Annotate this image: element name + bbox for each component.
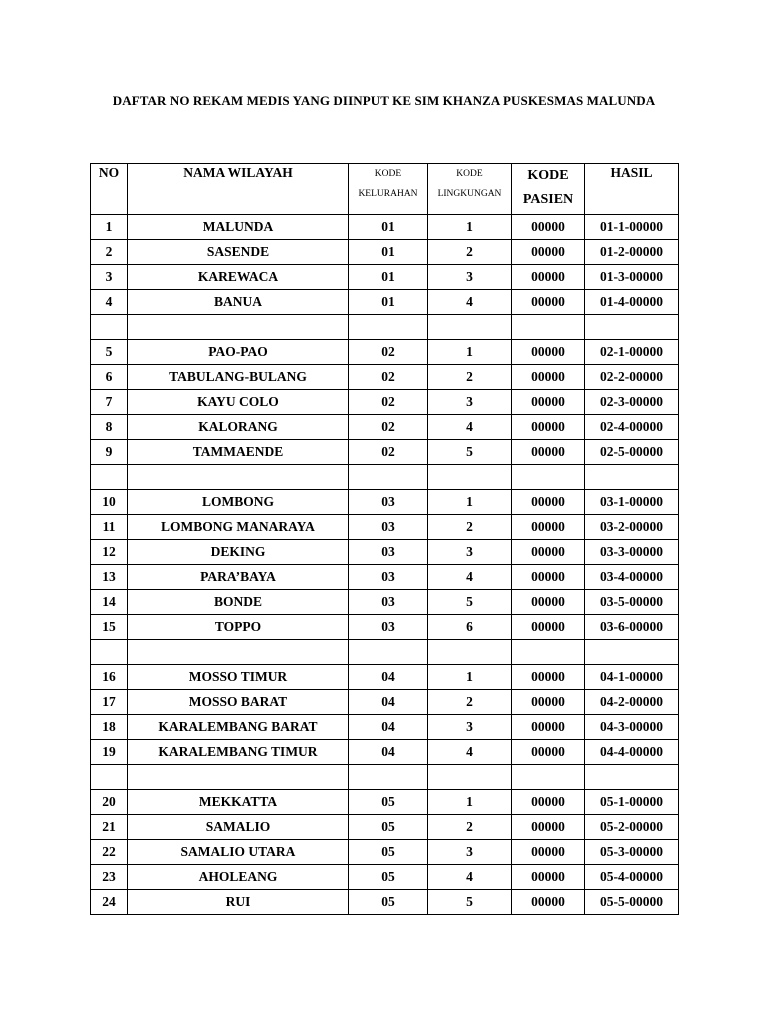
empty-cell (428, 640, 512, 665)
cell-hasil: 05-1-00000 (585, 790, 679, 815)
header-kode-pasien-line1: KODE (527, 168, 569, 183)
cell-kode-pasien: 00000 (512, 415, 585, 440)
header-no: NO (91, 164, 128, 215)
cell-kode-lingkungan: 1 (428, 490, 512, 515)
cell-kode-lingkungan: 5 (428, 890, 512, 915)
cell-no: 23 (91, 865, 128, 890)
empty-cell (128, 765, 349, 790)
cell-hasil: 02-5-00000 (585, 440, 679, 465)
cell-nama-wilayah: PARA’BAYA (128, 565, 349, 590)
cell-hasil: 01-2-00000 (585, 240, 679, 265)
header-kode-lingkungan-line2: LINGKUNGAN (437, 189, 502, 199)
group-separator-row (91, 765, 679, 790)
cell-kode-pasien: 00000 (512, 265, 585, 290)
table-row (91, 890, 679, 915)
table-row (91, 615, 679, 640)
cell-hasil: 03-6-00000 (585, 615, 679, 640)
cell-nama-wilayah: RUI (128, 890, 349, 915)
table-row (91, 590, 679, 615)
cell-nama-wilayah: BANUA (128, 290, 349, 315)
cell-hasil: 03-3-00000 (585, 540, 679, 565)
cell-hasil: 01-3-00000 (585, 265, 679, 290)
table-row (91, 540, 679, 565)
empty-cell (512, 640, 585, 665)
cell-kode-kelurahan: 05 (349, 840, 428, 865)
cell-kode-kelurahan: 02 (349, 340, 428, 365)
table-row (91, 715, 679, 740)
cell-hasil: 04-3-00000 (585, 715, 679, 740)
table-row (91, 215, 679, 240)
cell-kode-kelurahan: 03 (349, 590, 428, 615)
cell-no: 19 (91, 740, 128, 765)
empty-cell (128, 640, 349, 665)
cell-kode-lingkungan: 1 (428, 215, 512, 240)
header-kode-lingkungan-line1: KODE (456, 169, 483, 179)
cell-kode-lingkungan: 3 (428, 540, 512, 565)
empty-cell (512, 765, 585, 790)
header-hasil: HASIL (585, 164, 679, 215)
cell-kode-lingkungan: 3 (428, 715, 512, 740)
cell-hasil: 04-2-00000 (585, 690, 679, 715)
table-row (91, 515, 679, 540)
cell-kode-lingkungan: 6 (428, 615, 512, 640)
cell-nama-wilayah: MEKKATTA (128, 790, 349, 815)
cell-kode-lingkungan: 3 (428, 390, 512, 415)
cell-no: 17 (91, 690, 128, 715)
group-separator-row (91, 465, 679, 490)
cell-no: 14 (91, 590, 128, 615)
cell-kode-kelurahan: 01 (349, 290, 428, 315)
cell-kode-kelurahan: 04 (349, 715, 428, 740)
cell-kode-lingkungan: 2 (428, 515, 512, 540)
cell-nama-wilayah: BONDE (128, 590, 349, 615)
cell-kode-kelurahan: 03 (349, 515, 428, 540)
cell-nama-wilayah: AHOLEANG (128, 865, 349, 890)
cell-no: 13 (91, 565, 128, 590)
cell-kode-kelurahan: 03 (349, 615, 428, 640)
cell-hasil: 05-3-00000 (585, 840, 679, 865)
cell-nama-wilayah: MALUNDA (128, 215, 349, 240)
cell-kode-lingkungan: 4 (428, 415, 512, 440)
cell-kode-kelurahan: 04 (349, 665, 428, 690)
cell-kode-kelurahan: 05 (349, 865, 428, 890)
cell-no: 24 (91, 890, 128, 915)
cell-hasil: 03-2-00000 (585, 515, 679, 540)
empty-cell (585, 640, 679, 665)
empty-cell (512, 465, 585, 490)
table-row (91, 690, 679, 715)
cell-kode-lingkungan: 2 (428, 815, 512, 840)
cell-hasil: 03-1-00000 (585, 490, 679, 515)
cell-kode-kelurahan: 01 (349, 265, 428, 290)
cell-hasil: 01-4-00000 (585, 290, 679, 315)
empty-cell (428, 765, 512, 790)
document-title: DAFTAR NO REKAM MEDIS YANG DIINPUT KE SIM KHANZA PUSKESMAS MALUNDA (112, 93, 656, 108)
cell-kode-lingkungan: 2 (428, 365, 512, 390)
cell-kode-pasien: 00000 (512, 515, 585, 540)
empty-cell (349, 315, 428, 340)
cell-kode-lingkungan: 1 (428, 665, 512, 690)
empty-cell (585, 315, 679, 340)
cell-hasil: 01-1-00000 (585, 215, 679, 240)
cell-nama-wilayah: KARALEMBANG BARAT (128, 715, 349, 740)
cell-kode-pasien: 00000 (512, 890, 585, 915)
table-row (91, 840, 679, 865)
table-row (91, 865, 679, 890)
cell-hasil: 05-2-00000 (585, 815, 679, 840)
cell-kode-lingkungan: 2 (428, 690, 512, 715)
cell-no: 22 (91, 840, 128, 865)
header-kode-kelurahan-line1: KODE (374, 169, 402, 179)
cell-kode-lingkungan: 5 (428, 440, 512, 465)
cell-kode-pasien: 00000 (512, 440, 585, 465)
table-row (91, 740, 679, 765)
table-row (91, 665, 679, 690)
cell-kode-pasien: 00000 (512, 365, 585, 390)
empty-cell (428, 315, 512, 340)
empty-cell (585, 765, 679, 790)
empty-cell (91, 640, 128, 665)
empty-cell (349, 765, 428, 790)
cell-kode-pasien: 00000 (512, 865, 585, 890)
table-row (91, 240, 679, 265)
cell-no: 2 (91, 240, 128, 265)
cell-hasil: 05-5-00000 (585, 890, 679, 915)
cell-kode-kelurahan: 04 (349, 740, 428, 765)
cell-kode-lingkungan: 1 (428, 340, 512, 365)
cell-kode-lingkungan: 3 (428, 840, 512, 865)
cell-kode-kelurahan: 05 (349, 790, 428, 815)
cell-nama-wilayah: TOPPO (128, 615, 349, 640)
cell-no: 10 (91, 490, 128, 515)
cell-kode-kelurahan: 02 (349, 390, 428, 415)
header-kode-kelurahan (349, 164, 428, 215)
cell-nama-wilayah: KAREWACA (128, 265, 349, 290)
table-row (91, 490, 679, 515)
cell-nama-wilayah: MOSSO BARAT (128, 690, 349, 715)
table-row (91, 390, 679, 415)
cell-kode-pasien: 00000 (512, 490, 585, 515)
cell-nama-wilayah: TAMMAENDE (128, 440, 349, 465)
table-header-row (91, 164, 679, 215)
table-row (91, 565, 679, 590)
table-row (91, 440, 679, 465)
cell-hasil: 03-5-00000 (585, 590, 679, 615)
medical-record-table (90, 163, 679, 915)
cell-kode-pasien: 00000 (512, 290, 585, 315)
table-body (91, 215, 679, 915)
cell-kode-kelurahan: 02 (349, 415, 428, 440)
cell-hasil: 02-4-00000 (585, 415, 679, 440)
cell-kode-lingkungan: 4 (428, 290, 512, 315)
cell-no: 3 (91, 265, 128, 290)
cell-no: 5 (91, 340, 128, 365)
header-nama-wilayah: NAMA WILAYAH (128, 164, 349, 215)
empty-cell (428, 465, 512, 490)
cell-kode-pasien: 00000 (512, 340, 585, 365)
cell-kode-kelurahan: 03 (349, 540, 428, 565)
cell-hasil: 04-4-00000 (585, 740, 679, 765)
cell-hasil: 03-4-00000 (585, 565, 679, 590)
header-kode-pasien (512, 164, 585, 215)
cell-no: 18 (91, 715, 128, 740)
cell-kode-pasien: 00000 (512, 215, 585, 240)
cell-hasil: 04-1-00000 (585, 665, 679, 690)
table-row (91, 290, 679, 315)
header-kode-kelurahan-line2: KELURAHAN (358, 189, 418, 199)
cell-no: 4 (91, 290, 128, 315)
cell-no: 1 (91, 215, 128, 240)
cell-nama-wilayah: KALORANG (128, 415, 349, 440)
cell-kode-lingkungan: 3 (428, 265, 512, 290)
cell-kode-lingkungan: 1 (428, 790, 512, 815)
cell-no: 6 (91, 365, 128, 390)
cell-kode-kelurahan: 02 (349, 440, 428, 465)
cell-nama-wilayah: LOMBONG MANARAYA (128, 515, 349, 540)
cell-kode-pasien: 00000 (512, 540, 585, 565)
header-kode-lingkungan (428, 164, 512, 215)
table-row (91, 340, 679, 365)
cell-nama-wilayah: LOMBONG (128, 490, 349, 515)
empty-cell (585, 465, 679, 490)
cell-hasil: 02-3-00000 (585, 390, 679, 415)
cell-no: 9 (91, 440, 128, 465)
cell-no: 15 (91, 615, 128, 640)
cell-nama-wilayah: SAMALIO (128, 815, 349, 840)
cell-kode-pasien: 00000 (512, 790, 585, 815)
cell-kode-pasien: 00000 (512, 565, 585, 590)
cell-kode-pasien: 00000 (512, 840, 585, 865)
cell-kode-kelurahan: 04 (349, 690, 428, 715)
cell-no: 16 (91, 665, 128, 690)
cell-nama-wilayah: KARALEMBANG TIMUR (128, 740, 349, 765)
cell-nama-wilayah: SASENDE (128, 240, 349, 265)
cell-kode-lingkungan: 4 (428, 740, 512, 765)
cell-hasil: 02-1-00000 (585, 340, 679, 365)
empty-cell (128, 465, 349, 490)
empty-cell (91, 765, 128, 790)
cell-no: 21 (91, 815, 128, 840)
table-row (91, 365, 679, 390)
cell-kode-kelurahan: 05 (349, 815, 428, 840)
table-row (91, 790, 679, 815)
cell-nama-wilayah: TABULANG-BULANG (128, 365, 349, 390)
cell-nama-wilayah: DEKING (128, 540, 349, 565)
cell-nama-wilayah: MOSSO TIMUR (128, 665, 349, 690)
cell-kode-pasien: 00000 (512, 690, 585, 715)
cell-kode-lingkungan: 5 (428, 590, 512, 615)
cell-kode-pasien: 00000 (512, 715, 585, 740)
cell-kode-kelurahan: 02 (349, 365, 428, 390)
cell-kode-pasien: 00000 (512, 815, 585, 840)
cell-kode-kelurahan: 05 (349, 890, 428, 915)
cell-no: 20 (91, 790, 128, 815)
cell-nama-wilayah: PAO-PAO (128, 340, 349, 365)
cell-hasil: 02-2-00000 (585, 365, 679, 390)
group-separator-row (91, 315, 679, 340)
cell-kode-lingkungan: 4 (428, 865, 512, 890)
empty-cell (512, 315, 585, 340)
empty-cell (128, 315, 349, 340)
cell-kode-pasien: 00000 (512, 240, 585, 265)
cell-kode-lingkungan: 4 (428, 565, 512, 590)
cell-nama-wilayah: KAYU COLO (128, 390, 349, 415)
cell-kode-pasien: 00000 (512, 615, 585, 640)
cell-kode-kelurahan: 01 (349, 215, 428, 240)
cell-kode-pasien: 00000 (512, 390, 585, 415)
header-kode-pasien-line2: PASIEN (522, 192, 574, 207)
cell-kode-lingkungan: 2 (428, 240, 512, 265)
cell-no: 12 (91, 540, 128, 565)
table-row (91, 265, 679, 290)
cell-kode-pasien: 00000 (512, 665, 585, 690)
cell-kode-pasien: 00000 (512, 590, 585, 615)
cell-no: 8 (91, 415, 128, 440)
cell-kode-kelurahan: 01 (349, 240, 428, 265)
cell-kode-pasien: 00000 (512, 740, 585, 765)
cell-kode-kelurahan: 03 (349, 490, 428, 515)
empty-cell (349, 640, 428, 665)
cell-no: 11 (91, 515, 128, 540)
cell-kode-kelurahan: 03 (349, 565, 428, 590)
cell-hasil: 05-4-00000 (585, 865, 679, 890)
empty-cell (91, 465, 128, 490)
group-separator-row (91, 640, 679, 665)
empty-cell (91, 315, 128, 340)
empty-cell (349, 465, 428, 490)
table-row (91, 415, 679, 440)
cell-no: 7 (91, 390, 128, 415)
table-row (91, 815, 679, 840)
cell-nama-wilayah: SAMALIO UTARA (128, 840, 349, 865)
